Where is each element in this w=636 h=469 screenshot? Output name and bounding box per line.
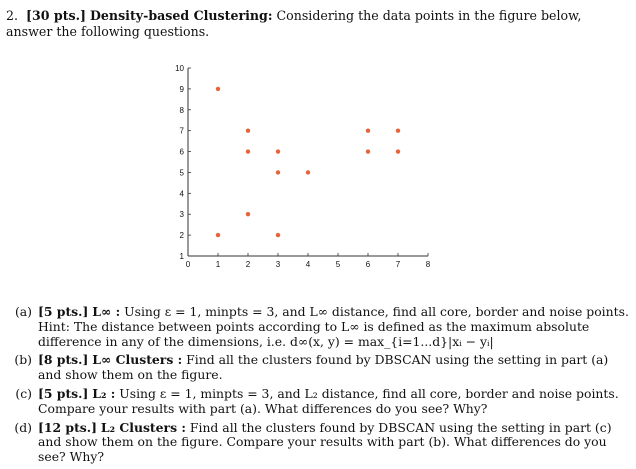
part-b <box>6 353 630 383</box>
part-text: Find all the clusters found by DBSCAN using the setting in part (c) and show them on the figure. Compare your results with part (b). What differences do you see? Why? <box>38 419 612 465</box>
part-points: [12 pts.] <box>38 419 97 435</box>
part-a <box>6 305 630 349</box>
part-text: Using ε = 1, minpts = 3, and L∞ distance, find all core, border and noise points. Hint: The distance between points according to L∞ is defined as the maximum absolute difference in any of the dimensions, i.e. d∞(x, y) = max_{i=1...d}|xᵢ − yᵢ| <box>38 304 629 349</box>
part-points: [8 pts.] <box>38 352 89 368</box>
problem-prompt: Considering the data points in the figure below, answer the following questions. <box>6 8 582 39</box>
part-heading: L₂ Clusters : <box>100 419 186 435</box>
data-point <box>276 233 280 237</box>
x-tick-label: 0 <box>185 260 191 269</box>
x-tick-label: 8 <box>425 260 431 269</box>
y-tick-label: 7 <box>179 126 184 136</box>
part-d <box>6 421 630 465</box>
problem-title: Density-based Clustering: <box>90 8 273 23</box>
part-body <box>38 387 630 417</box>
x-tick-label: 3 <box>275 260 281 269</box>
part-body <box>38 353 630 383</box>
x-tick-label: 6 <box>365 260 371 269</box>
part-points: [5 pts.] <box>38 304 89 319</box>
y-tick-label: 2 <box>179 231 184 241</box>
data-point <box>276 149 280 153</box>
part-heading: L₂ : <box>92 385 116 401</box>
data-point <box>396 149 400 153</box>
scatter-plot <box>166 60 446 280</box>
part-label: (c) <box>15 385 32 401</box>
plot-axes <box>188 68 428 256</box>
y-tick-label: 1 <box>179 252 184 261</box>
part-points: [5 pts.] <box>38 385 89 401</box>
x-tick-label: 2 <box>245 260 251 269</box>
part-body <box>38 305 630 349</box>
data-point <box>366 149 370 153</box>
data-point <box>246 212 250 216</box>
data-point <box>216 233 220 237</box>
x-tick-label: 4 <box>305 260 311 269</box>
part-heading: L∞ : <box>92 304 121 319</box>
problem-number: 2. <box>6 8 19 23</box>
part-label: (b) <box>14 352 32 368</box>
y-tick-label: 10 <box>175 64 184 73</box>
y-tick-label: 3 <box>179 210 184 220</box>
data-points <box>216 87 400 238</box>
data-point <box>306 170 310 174</box>
x-tick-label: 5 <box>335 260 341 269</box>
y-tick-label: 4 <box>179 189 184 199</box>
y-tick-label: 6 <box>179 147 184 157</box>
part-heading: L∞ Clusters : <box>92 352 183 368</box>
problem-points: [30 pts.] <box>26 8 86 23</box>
x-tick-label: 1 <box>215 260 221 269</box>
data-point <box>246 149 250 153</box>
data-point <box>366 128 370 132</box>
data-point <box>276 170 280 174</box>
x-tick-label: 7 <box>395 260 401 269</box>
data-point <box>216 87 220 91</box>
tick-labels <box>175 64 431 269</box>
part-text: Using ε = 1, minpts = 3, and L₂ distance, find all core, border and noise points. Compare your results with part (a). What differences do you see? Why? <box>38 385 619 416</box>
part-label: (d) <box>14 419 32 435</box>
data-point <box>246 128 250 132</box>
y-tick-label: 8 <box>179 105 184 115</box>
part-body <box>38 421 630 465</box>
y-tick-label: 5 <box>179 168 184 178</box>
part-text: Find all the clusters found by DBSCAN using the setting in part (a) and show them on the figure. <box>38 352 609 383</box>
y-tick-label: 9 <box>179 84 184 94</box>
part-label: (a) <box>14 304 32 319</box>
part-c <box>6 387 630 417</box>
question-parts <box>6 305 630 469</box>
data-point <box>396 128 400 132</box>
problem-statement <box>6 8 628 39</box>
